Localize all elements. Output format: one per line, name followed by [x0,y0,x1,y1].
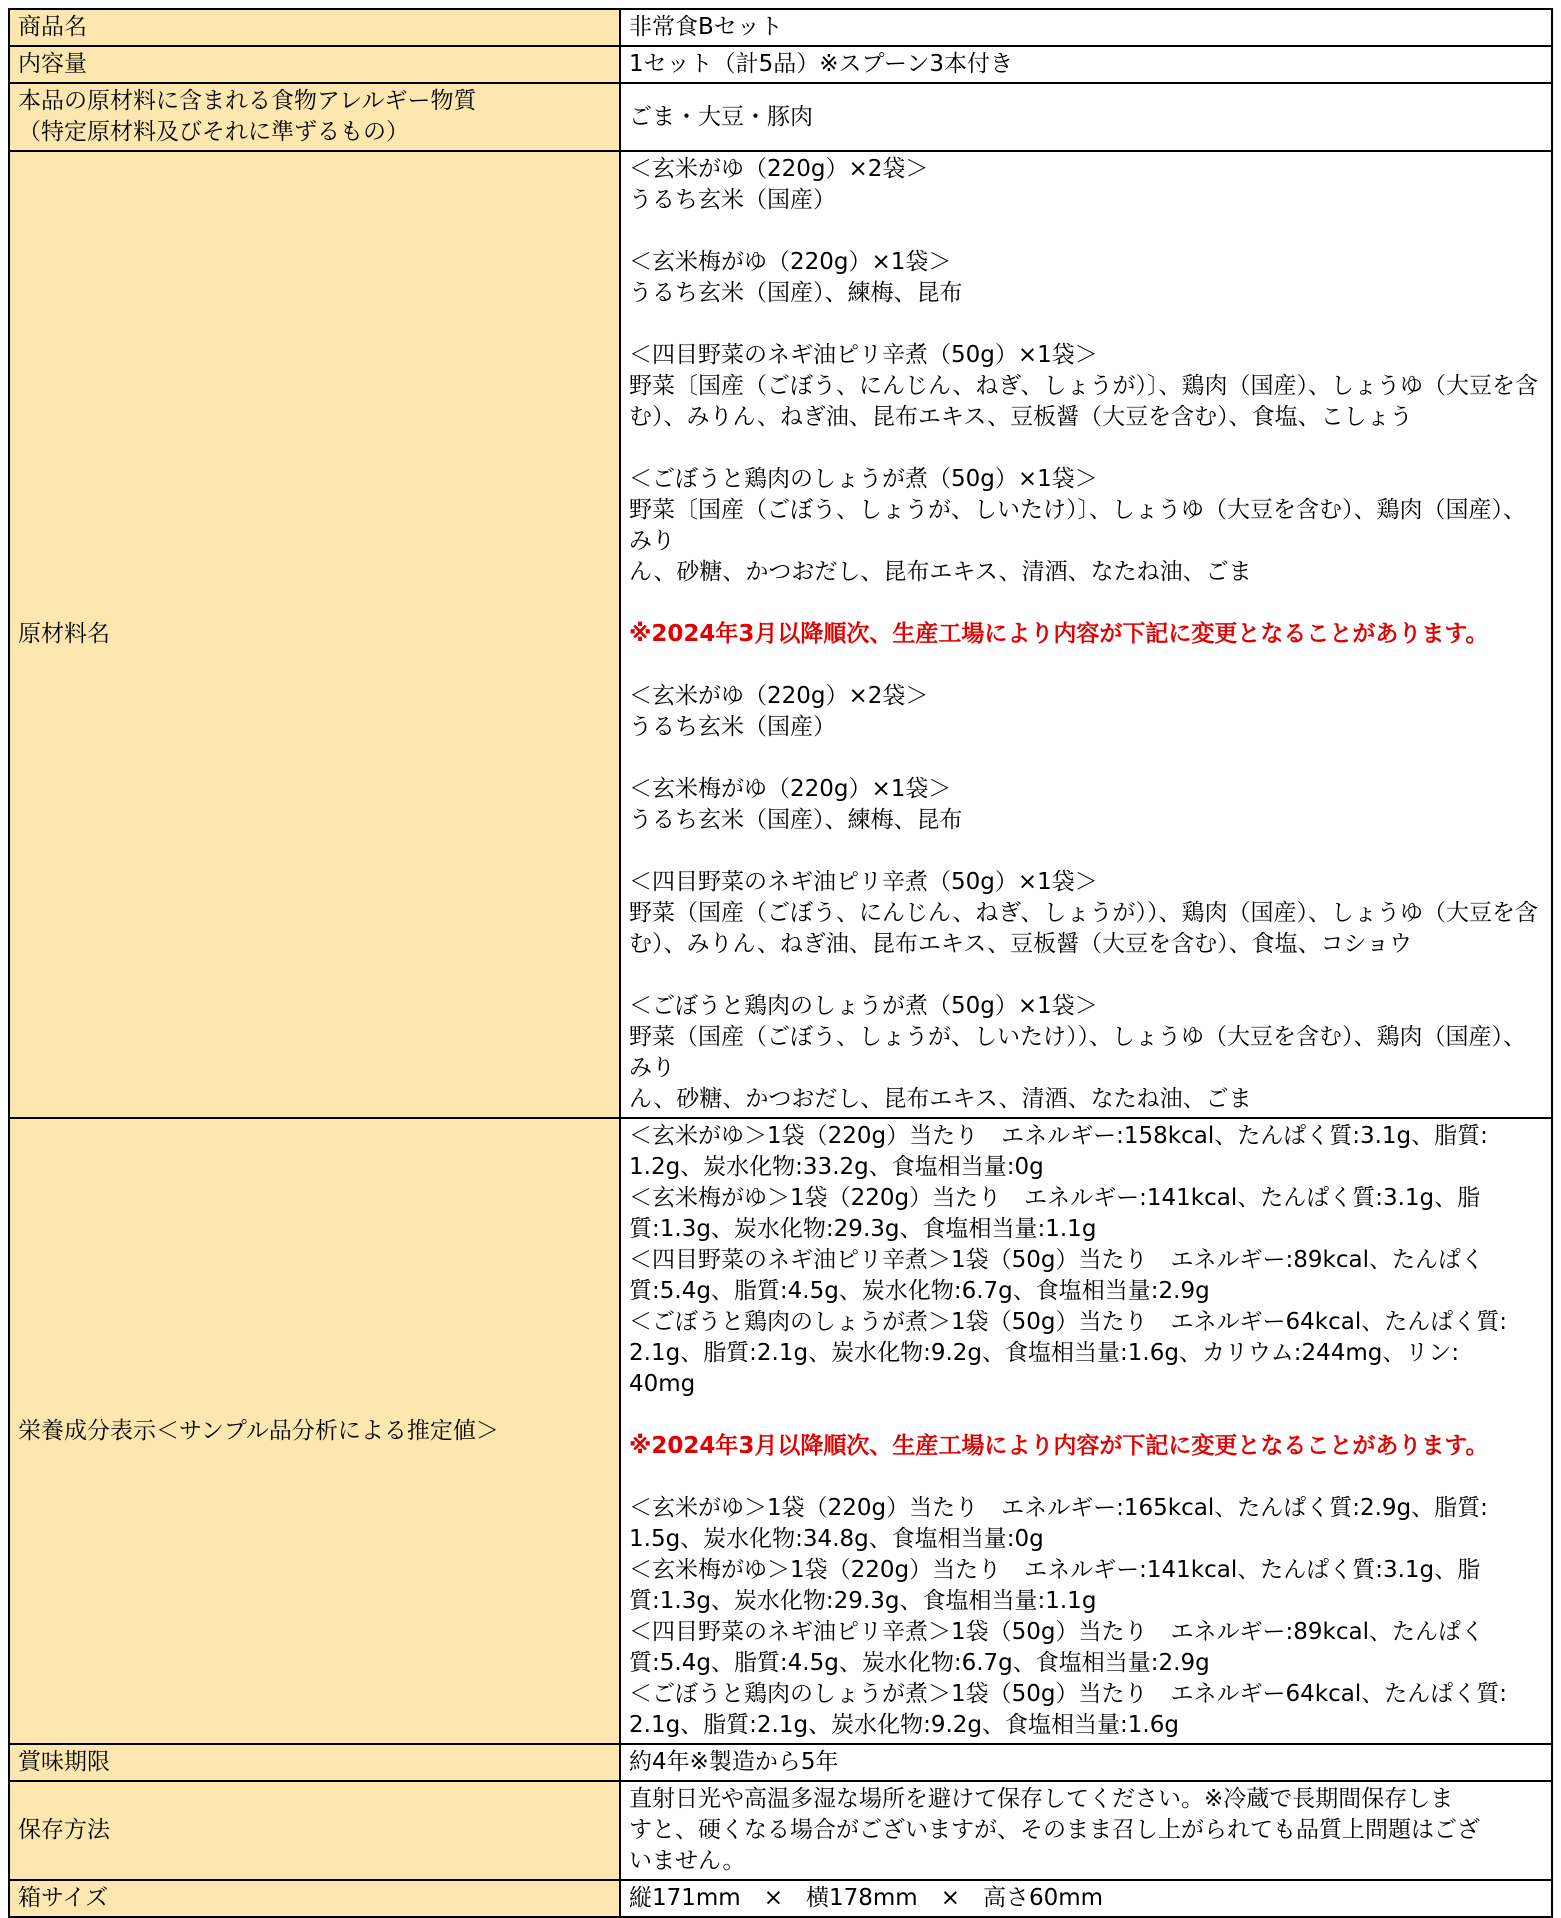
value-line: ＜四目野菜のネギ油ピリ辛煮＞1袋（50g）当たり エネルギー:89kcal、たんぱく [629,1247,1484,1273]
product-spec-table [8,8,1553,1918]
value-line: ＜四目野菜のネギ油ピリ辛煮（50g）×1袋＞ [629,869,1098,895]
contents-value: 1セット（計5品）※スプーン3本付き [620,46,1552,83]
product-name-label: 商品名 [9,9,620,46]
value-line: ＜玄米梅がゆ＞1袋（220g）当たり エネルギー:141kcal、たんぱく質:3.1g、脂 [629,1557,1481,1583]
value-line: 40mg [629,1371,696,1397]
value-line: 質:5.4g、脂質:4.5g、炭水化物:6.7g、食塩相当量:2.9g [629,1650,1210,1676]
value-line: ＜玄米がゆ＞1袋（220g）当たり エネルギー:158kcal、たんぱく質:3.1g、脂質: [629,1123,1488,1149]
row-contents [9,46,1552,83]
value-line: 1.5g、炭水化物:34.8g、食塩相当量:0g [629,1526,1044,1552]
value-line: ん、砂糖、かつおだし、昆布エキス、清酒、なたね油、ごま [629,559,1252,585]
value-line: む）、みりん、ねぎ油、昆布エキス、豆板醤（大豆を含む）、食塩、こしょう [629,404,1413,430]
row-nutrition [9,1118,1552,1744]
value-line: 野菜（国産（ごぼう、しょうが、しいたけ））、しょうゆ（大豆を含む）、鶏肉（国産）、みり [629,1024,1526,1081]
nutrition-value [620,1118,1552,1744]
product-name-value: 非常食Bセット [620,9,1552,46]
row-allergens [9,83,1552,151]
value-line: 野菜〔国産（ごぼう、しょうが、しいたけ）〕、しょうゆ（大豆を含む）、鶏肉（国産）、みり [629,497,1526,554]
value-line: 2.1g、脂質:2.1g、炭水化物:9.2g、食塩相当量:1.6g、カリウム:244mg、リン: [629,1340,1460,1366]
value-line: うるち玄米（国産） [629,714,836,740]
storage-value [620,1781,1552,1880]
blank-line [629,1400,1543,1431]
value-line: 野菜（国産（ごぼう、にんじん、ねぎ、しょうが））、鶏肉（国産）、しょうゆ（大豆を含 [629,900,1538,926]
allergens-label-line-2: （特定原材料及びそれに準ずるもの） [18,119,409,145]
contents-label: 内容量 [9,46,620,83]
allergens-label [9,83,620,151]
shelf-life-value: 約4年※製造から5年 [620,1744,1552,1781]
box-size-value: 縦171mm × 横178mm × 高さ60mm [620,1880,1552,1917]
value-line: 2.1g、脂質:2.1g、炭水化物:9.2g、食塩相当量:1.6g [629,1712,1179,1738]
value-line: うるち玄米（国産） [629,187,836,213]
allergens-value: ごま・大豆・豚肉 [620,83,1552,151]
storage-label: 保存方法 [9,1781,620,1880]
blank-line [629,650,1543,681]
row-shelf-life [9,1744,1552,1781]
ingredients-value [620,151,1552,1118]
value-line: ＜玄米梅がゆ＞1袋（220g）当たり エネルギー:141kcal、たんぱく質:3.1g、脂 [629,1185,1481,1211]
row-storage [9,1781,1552,1880]
value-line: ＜玄米がゆ＞1袋（220g）当たり エネルギー:165kcal、たんぱく質:2.9g、脂質: [629,1495,1488,1521]
value-line: ＜四目野菜のネギ油ピリ辛煮＞1袋（50g）当たり エネルギー:89kcal、たんぱく [629,1619,1484,1645]
blank-line [629,1462,1543,1493]
value-line: 質:1.3g、炭水化物:29.3g、食塩相当量:1.1g [629,1216,1097,1242]
row-product-name [9,9,1552,46]
value-line: ＜ごぼうと鶏肉のしょうが煮（50g）×1袋＞ [629,993,1098,1019]
value-line: 1.2g、炭水化物:33.2g、食塩相当量:0g [629,1154,1044,1180]
value-line: うるち玄米（国産）、練梅、昆布 [629,280,963,306]
row-box-size [9,1880,1552,1917]
change-notice: ※2024年3月以降順次、生産工場により内容が下記に変更となることがあります。 [629,621,1489,647]
value-line: ん、砂糖、かつおだし、昆布エキス、清酒、なたね油、ごま [629,1086,1252,1112]
shelf-life-label: 賞味期限 [9,1744,620,1781]
row-ingredients [9,151,1552,1118]
value-line: ＜玄米梅がゆ（220g）×1袋＞ [629,249,952,275]
nutrition-label: 栄養成分表示＜サンプル品分析による推定値＞ [9,1118,620,1744]
value-line: む）、みりん、ねぎ油、昆布エキス、豆板醤（大豆を含む）、食塩、コショウ [629,931,1413,957]
blank-line [629,836,1543,867]
value-line: すと、硬くなる場合がございますが、そのまま召し上がられても品質上問題はござ [629,1817,1480,1843]
value-line: 野菜〔国産（ごぼう、にんじん、ねぎ、しょうが）〕、鶏肉（国産）、しょうゆ（大豆を含 [629,373,1538,399]
value-line: ＜玄米梅がゆ（220g）×1袋＞ [629,776,952,802]
value-line: ＜ごぼうと鶏肉のしょうが煮＞1袋（50g）当たり エネルギー64kcal、たんぱく質: [629,1309,1507,1335]
box-size-label: 箱サイズ [9,1880,620,1917]
value-line: ＜ごぼうと鶏肉のしょうが煮（50g）×1袋＞ [629,466,1098,492]
blank-line [629,433,1543,464]
allergens-label-line-1: 本品の原材料に含まれる食物アレルギー物質 [18,88,477,114]
value-line: ＜ごぼうと鶏肉のしょうが煮＞1袋（50g）当たり エネルギー64kcal、たんぱく質: [629,1681,1507,1707]
value-line: ＜玄米がゆ（220g）×2袋＞ [629,156,929,182]
blank-line [629,309,1543,340]
value-line: 直射日光や高温多湿な場所を避けて保存してください。※冷蔵で長期間保存しま [629,1786,1454,1812]
ingredients-label: 原材料名 [9,151,620,1118]
blank-line [629,588,1543,619]
blank-line [629,960,1543,991]
blank-line [629,743,1543,774]
value-line: 質:1.3g、炭水化物:29.3g、食塩相当量:1.1g [629,1588,1097,1614]
value-line: いません。 [629,1848,746,1874]
value-line: ＜玄米がゆ（220g）×2袋＞ [629,683,929,709]
value-line: ＜四目野菜のネギ油ピリ辛煮（50g）×1袋＞ [629,342,1098,368]
change-notice: ※2024年3月以降順次、生産工場により内容が下記に変更となることがあります。 [629,1433,1489,1459]
product-spec-sheet [8,8,1553,1918]
value-line: 質:5.4g、脂質:4.5g、炭水化物:6.7g、食塩相当量:2.9g [629,1278,1210,1304]
blank-line [629,216,1543,247]
value-line: うるち玄米（国産）、練梅、昆布 [629,807,963,833]
